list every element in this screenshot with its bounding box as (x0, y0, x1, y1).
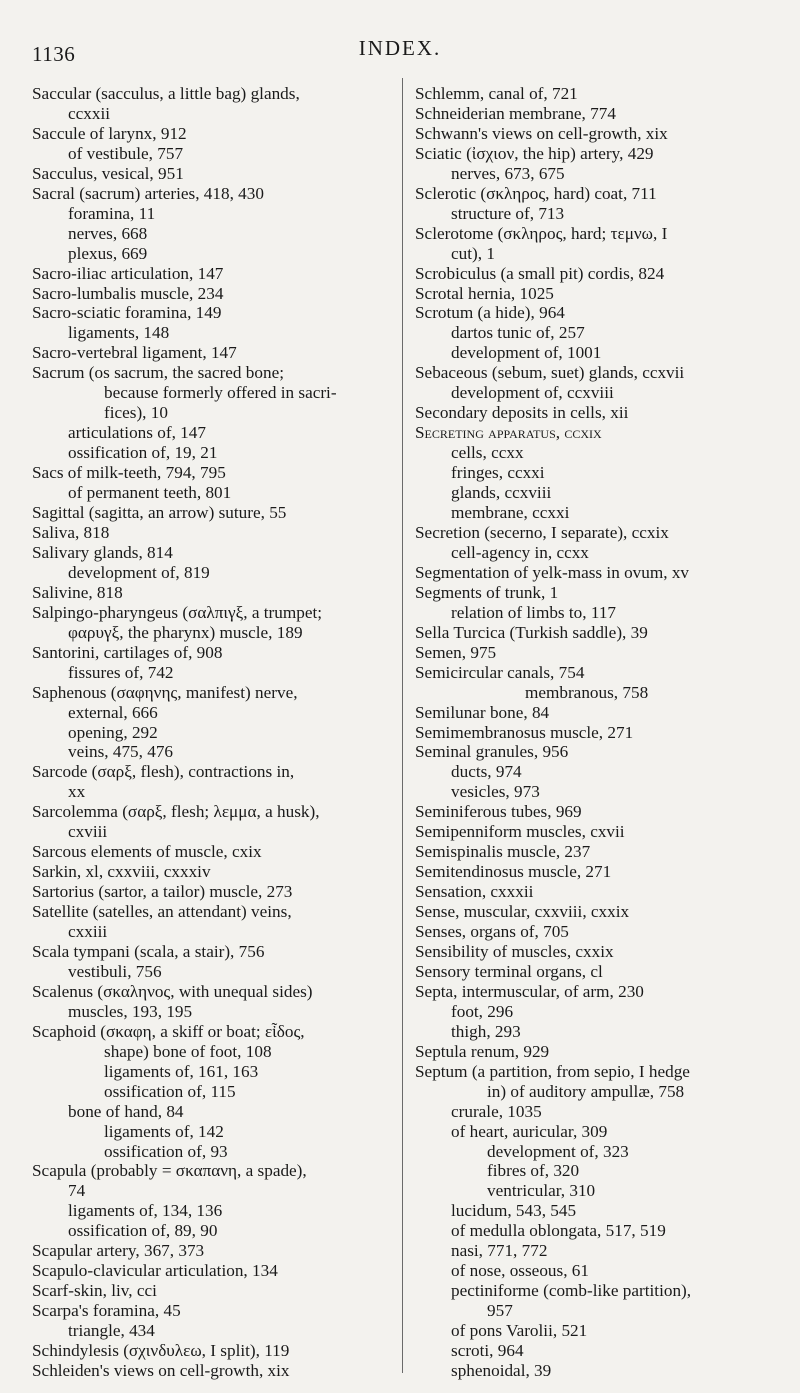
index-entry: structure of, 713 (451, 203, 565, 223)
index-entry: Saccule of larynx, 912 (32, 123, 187, 143)
index-entry: Schlemm, canal of, 721 (415, 84, 578, 103)
index-entry: development of, 1001 (451, 343, 602, 363)
index-entry: ossification of, 19, 21 (68, 443, 218, 463)
index-entry: muscles, 193, 195 (68, 1001, 193, 1021)
index-entry: Santorini, cartilages of, 908 (32, 642, 223, 662)
index-entry: Segments of trunk, 1 (415, 582, 559, 602)
index-entry: foot, 296 (451, 1001, 514, 1021)
index-entry: Saccular (sacculus, a little bag) glands, (32, 84, 300, 103)
index-entry: Scarpa's foramina, 45 (32, 1301, 181, 1321)
index-entry: sphenoidal, 39 (451, 1361, 552, 1380)
index-entry: Sclerotic (σκληρος, hard) coat, 711 (415, 183, 657, 203)
index-entry: articulations of, 147 (68, 423, 206, 443)
index-entry: Sacral (sacrum) arteries, 418, 430 (32, 183, 264, 203)
index-entry: ccxxii (68, 103, 110, 123)
index-entry: external, 666 (68, 702, 158, 722)
index-entry: Scrotal hernia, 1025 (415, 283, 554, 303)
index-entry: Scalenus (σκαληνος, with unequal sides) (32, 981, 313, 1001)
index-entry: Scarf-skin, liv, cci (32, 1281, 157, 1301)
index-column-left (32, 84, 394, 1381)
index-entry: relation of limbs to, 117 (451, 602, 617, 622)
index-entry: ligaments of, 142 (104, 1121, 224, 1141)
index-entry: ligaments of, 161, 163 (104, 1061, 259, 1081)
index-entry: thigh, 293 (451, 1021, 521, 1041)
index-entry: ossification of, 93 (104, 1141, 228, 1161)
index-entry: Sarkin, xl, cxxviii, cxxxiv (32, 862, 211, 882)
index-entry: Sacro-lumbalis muscle, 234 (32, 283, 224, 303)
index-entry: triangle, 434 (68, 1321, 155, 1341)
index-entry: Sacculus, vesical, 951 (32, 163, 184, 183)
index-entry: membrane, ccxxi (451, 503, 570, 523)
index-entry: Scapular artery, 367, 373 (32, 1241, 205, 1261)
index-entry: ventricular, 310 (487, 1181, 596, 1201)
index-entry: Semitendinosus muscle, 271 (415, 862, 612, 882)
index-entry: Septum (a partition, from sepio, I hedge (415, 1061, 690, 1081)
index-entry: bone of hand, 84 (68, 1101, 184, 1121)
index-entry: Sacro-iliac articulation, 147 (32, 263, 224, 283)
index-entry: Scrobiculus (a small pit) cordis, 824 (415, 263, 665, 283)
index-entry: Salivine, 818 (32, 582, 123, 602)
index-entry: in) of auditory ampullæ, 758 (487, 1081, 685, 1101)
column-divider (402, 78, 403, 1373)
index-entry: of nose, osseous, 61 (451, 1261, 589, 1281)
index-entry: cxviii (68, 822, 108, 842)
index-entry: fices), 10 (104, 403, 168, 423)
index-entry: nerves, 673, 675 (451, 163, 565, 183)
index-entry: cell-agency in, ccxx (451, 542, 589, 562)
index-entry: Seminal granules, 956 (415, 742, 569, 762)
index-entry: Segmentation of yelk-mass in ovum, xv (415, 562, 690, 582)
index-entry: pectiniforme (comb-like partition), (451, 1281, 692, 1301)
index-entry: ligaments, 148 (68, 323, 170, 343)
index-entry: development of, 819 (68, 562, 210, 582)
index-entry: Semilunar bone, 84 (415, 702, 550, 722)
index-entry: ducts, 974 (451, 762, 522, 782)
index-entry: fibres of, 320 (487, 1161, 580, 1181)
index-entry: xx (68, 782, 86, 802)
index-entry: of permanent teeth, 801 (68, 483, 232, 503)
index-entry: Scaphoid (σκαφη, a skiff or boat; εἶδος, (32, 1021, 305, 1041)
index-entry: cut), 1 (451, 243, 495, 263)
index-entry: Sacs of milk-teeth, 794, 795 (32, 463, 226, 483)
index-entry: Sarcolemma (σαρξ, flesh; λεμμα, a husk), (32, 802, 320, 822)
index-entry: Schwann's views on cell-growth, xix (415, 123, 668, 143)
index-entry: Scapula (probably = σκαπανη, a spade), (32, 1161, 307, 1181)
index-entry: Sense, muscular, cxxviii, cxxix (415, 902, 630, 922)
index-entry: Sacro-vertebral ligament, 147 (32, 343, 237, 363)
index-entry: Sarcode (σαρξ, flesh), contractions in, (32, 762, 295, 782)
index-entry: Semimembranosus muscle, 271 (415, 722, 634, 742)
page-number: 1136 (32, 42, 76, 66)
index-entry: development of, 323 (487, 1141, 629, 1161)
index-entry: dartos tunic of, 257 (451, 323, 585, 343)
index-entry: Septula renum, 929 (415, 1041, 550, 1061)
index-entry: φαρυγξ, the pharynx) muscle, 189 (68, 622, 303, 642)
index-entry: Secreting apparatus, ccxix (415, 423, 602, 443)
index-entry: Seminiferous tubes, 969 (415, 802, 582, 822)
index-entry: Semicircular canals, 754 (415, 662, 585, 682)
index-entry: membranous, 758 (525, 682, 649, 702)
index-entry: Schneiderian membrane, 774 (415, 103, 616, 123)
index-entry: Sagittal (sagitta, an arrow) suture, 55 (32, 503, 287, 523)
index-entry: Sarcous elements of muscle, cxix (32, 842, 262, 862)
index-entry: 957 (487, 1301, 513, 1321)
index-entry: veins, 475, 476 (68, 742, 174, 762)
index-entry: Salpingo-pharyngeus (σαλπιγξ, a trumpet; (32, 602, 323, 622)
index-entry: shape) bone of foot, 108 (104, 1041, 272, 1061)
index-entry: 74 (68, 1181, 86, 1201)
index-entry: of vestibule, 757 (68, 143, 184, 163)
index-entry: fringes, ccxxi (451, 463, 545, 483)
index-entry: glands, ccxviii (451, 483, 552, 503)
index-entry: Senses, organs of, 705 (415, 922, 569, 942)
index-entry: Scrotum (a hide), 964 (415, 303, 565, 323)
index-entry: Sensibility of muscles, cxxix (415, 941, 614, 961)
index-entry: vesicles, 973 (451, 782, 540, 802)
index-entry: Sensation, cxxxii (415, 882, 534, 902)
index-column-right (415, 84, 773, 1381)
index-entry: foramina, 11 (68, 203, 156, 223)
index-entry: nerves, 668 (68, 223, 148, 243)
index-entry: Schindylesis (σχινδυλεω, I split), 119 (32, 1341, 290, 1361)
index-entry: Saphenous (σαφηνης, manifest) nerve, (32, 682, 298, 702)
running-head: INDEX. (358, 36, 442, 60)
index-entry: development of, ccxviii (451, 383, 614, 403)
index-entry: scroti, 964 (451, 1341, 524, 1361)
index-entry: lucidum, 543, 545 (451, 1201, 577, 1221)
index-entry: vestibuli, 756 (68, 961, 162, 981)
index-entry: Semen, 975 (415, 642, 497, 662)
index-entry: Secondary deposits in cells, xii (415, 403, 629, 423)
index-entry: ossification of, 89, 90 (68, 1221, 218, 1241)
index-entry: of pons Varolii, 521 (451, 1321, 588, 1341)
index-entry: of medulla oblongata, 517, 519 (451, 1221, 666, 1241)
index-entry: Sartorius (sartor, a tailor) muscle, 273 (32, 882, 293, 902)
index-entry: cells, ccxx (451, 443, 524, 463)
index-entry: crurale, 1035 (451, 1101, 542, 1121)
index-entry: Sclerotome (σκληρος, hard; τεμνω, I (415, 223, 668, 243)
index-entry: Semipenniform muscles, cxvii (415, 822, 625, 842)
index-entry: Scala tympani (scala, a stair), 756 (32, 941, 265, 961)
index-entry: Sacro-sciatic foramina, 149 (32, 303, 222, 323)
index-entry: opening, 292 (68, 722, 158, 742)
index-entry: plexus, 669 (68, 243, 148, 263)
index-entry: Secretion (secerno, I separate), ccxix (415, 522, 669, 542)
index-entry: Scapulo-clavicular articulation, 134 (32, 1261, 278, 1281)
index-entry: Schleiden's views on cell-growth, xix (32, 1361, 290, 1380)
index-entry: Septa, intermuscular, of arm, 230 (415, 981, 644, 1001)
index-entry: Semispinalis muscle, 237 (415, 842, 591, 862)
index-entry: ossification of, 115 (104, 1081, 236, 1101)
index-entry: Sebaceous (sebum, suet) glands, ccxvii (415, 363, 685, 383)
index-entry: cxxiii (68, 922, 108, 942)
index-entry: Sacrum (os sacrum, the sacred bone; (32, 363, 284, 383)
index-entry: Salivary glands, 814 (32, 542, 173, 562)
index-entry: Sensory terminal organs, cl (415, 961, 603, 981)
index-entry: fissures of, 742 (68, 662, 174, 682)
index-entry: nasi, 771, 772 (451, 1241, 548, 1261)
index-entry: because formerly offered in sacri- (104, 383, 337, 403)
index-entry: Saliva, 818 (32, 522, 110, 542)
index-entry: Sella Turcica (Turkish saddle), 39 (415, 622, 648, 642)
index-entry: Sciatic (ἰσχιον, the hip) artery, 429 (415, 143, 654, 163)
index-entry: of heart, auricular, 309 (451, 1121, 608, 1141)
index-entry: ligaments of, 134, 136 (68, 1201, 223, 1221)
index-entry: Satellite (satelles, an attendant) veins, (32, 902, 292, 922)
